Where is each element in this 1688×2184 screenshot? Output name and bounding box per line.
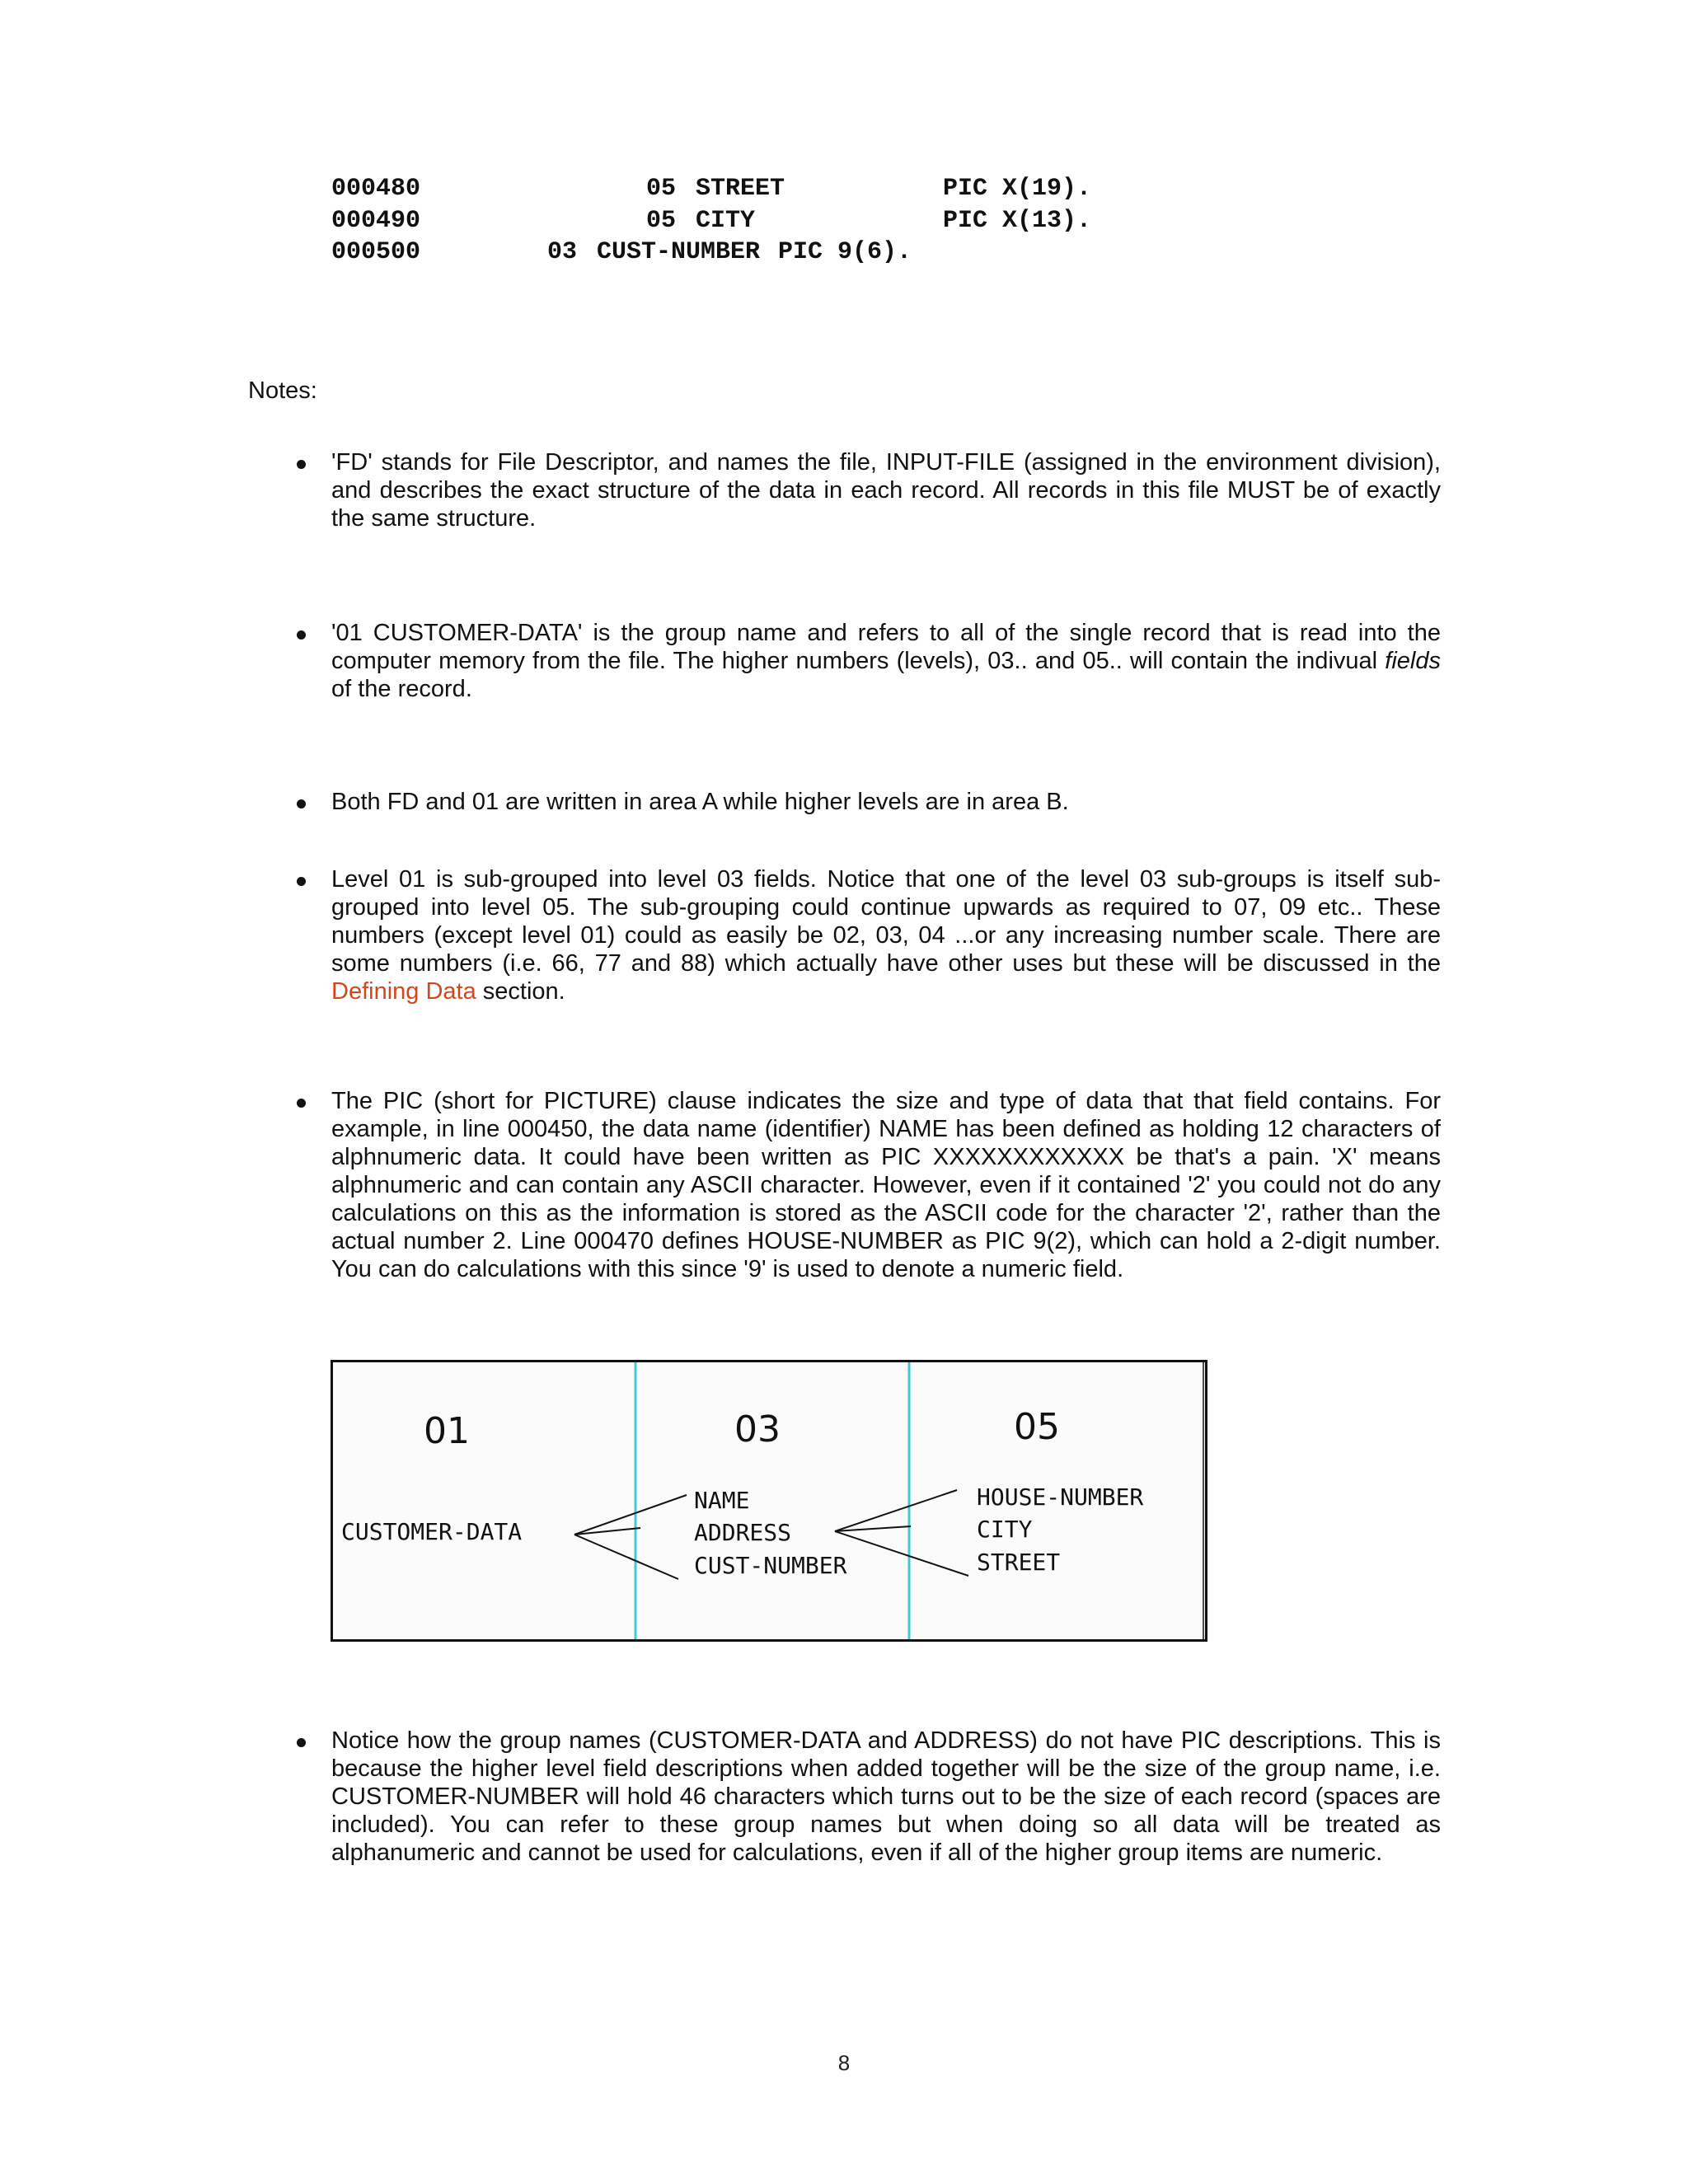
page-number: 8 (837, 2050, 851, 2075)
bullet-dot-icon (297, 799, 306, 808)
level-03-item: ADDRESS (694, 1519, 792, 1546)
note-text: The PIC (short for PICTURE) clause indicates the size and type of data that that field contains. For example, in line 000450, the data name (identifier) NAME has been defined as holding 12 characters of alphnumeric data. It could have been written as PIC XXXXXXXXXXXX be that's a pain. 'X' means alphnumeric and can contain any ASCII character. However, even if it contained '2' you could not do any calculations on this as the information is stored as the ASCII code for the character '2', rather than the actual number 2. Line 000470 defines HOUSE-NUMBER as PIC 9(2), which can hold a 2-digit number. You can do calculations with this since '9' is used to denote a numeric field. (331, 1088, 1441, 1282)
bullet-dot-icon (297, 877, 306, 886)
line-number: 000500 (331, 238, 421, 266)
note-text (331, 619, 1441, 703)
note-bullet (288, 788, 1442, 816)
bullet-dot-icon (297, 1738, 306, 1747)
level-05-item: STREET (977, 1549, 1061, 1576)
notes-heading: Notes: (248, 377, 317, 404)
code-line (331, 205, 1092, 237)
note-text: 'FD' stands for File Descriptor, and names the file, INPUT-FILE (assigned in the environment division), and describes the exact structure of the data in each record. All records in this file MUST be of exactly the same structure. (331, 449, 1441, 532)
level-hierarchy-diagram (331, 1360, 1209, 1642)
level-number: 03 (547, 238, 578, 266)
note-text-part: of the record. (331, 676, 472, 702)
field-name: STREET (696, 175, 785, 203)
note-text-part: Level 01 is sub-grouped into level 03 fields. Notice that one of the level 03 sub-groups is itself sub-grouped into level 05. The sub-grouping could continue upwards as required to 07, 09 etc.. These numbers (except level 01) could as easily be 02, 03, 04 ...or any increasing number scale. There are some numbers (i.e. 66, 77 and 88) which actually have other uses but these will be discussed in the (331, 866, 1441, 977)
code-line (331, 173, 1092, 205)
level-05-header: 05 (1014, 1406, 1060, 1448)
note-bullet (288, 1087, 1442, 1283)
note-bullet (288, 865, 1442, 1005)
pic-clause: PIC 9(6). (778, 238, 912, 266)
code-line (331, 237, 912, 269)
level-number: 05 (646, 206, 677, 235)
defining-data-link[interactable]: Defining Data (331, 978, 476, 1005)
level-number: 05 (646, 175, 677, 203)
level-03-item: NAME (694, 1487, 750, 1514)
note-bullet (288, 448, 1442, 532)
level-01-item: CUSTOMER-DATA (341, 1518, 523, 1545)
level-05-item: HOUSE-NUMBER (977, 1483, 1144, 1511)
code-listing (331, 173, 1092, 269)
level-03-header: 03 (734, 1408, 781, 1451)
note-text: Notice how the group names (CUSTOMER-DATA and ADDRESS) do not have PIC descriptions. This is because the higher level field descriptions when added together will be the size of the group name, i.e. CUSTOMER-NUMBER will hold 46 characters which turns out to be the size of each record (spaces are included). You can refer to these group names but when doing so all data will be treated as alphanumeric and cannot be used for calculations, even if all of the higher group items are numeric. (331, 1727, 1441, 1866)
level-03-item: CUST-NUMBER (694, 1552, 847, 1579)
field-name: CITY (696, 206, 756, 235)
note-text-part: '01 CUSTOMER-DATA' is the group name and refers to all of the single record that is read into the computer memory from the file. The higher numbers (levels), 03.. and 05.. will contain the indivual (331, 620, 1441, 674)
line-number: 000480 (331, 175, 421, 203)
bullet-dot-icon (297, 1099, 306, 1108)
note-text: Both FD and 01 are written in area A while higher levels are in area B. (331, 789, 1069, 815)
note-bullet (288, 619, 1442, 703)
note-text-part: section. (476, 978, 565, 1005)
bullet-dot-icon (297, 630, 306, 640)
pic-clause: PIC X(19). (943, 175, 1092, 203)
field-name: CUST-NUMBER (597, 238, 761, 266)
pic-clause: PIC X(13). (943, 206, 1092, 235)
line-number: 000490 (331, 206, 421, 235)
note-text-italic: fields (1385, 648, 1441, 674)
note-bullet (288, 1727, 1442, 1867)
note-text (331, 865, 1441, 1005)
level-01-header: 01 (424, 1410, 470, 1452)
bullet-dot-icon (297, 460, 306, 469)
level-05-item: CITY (977, 1516, 1033, 1543)
